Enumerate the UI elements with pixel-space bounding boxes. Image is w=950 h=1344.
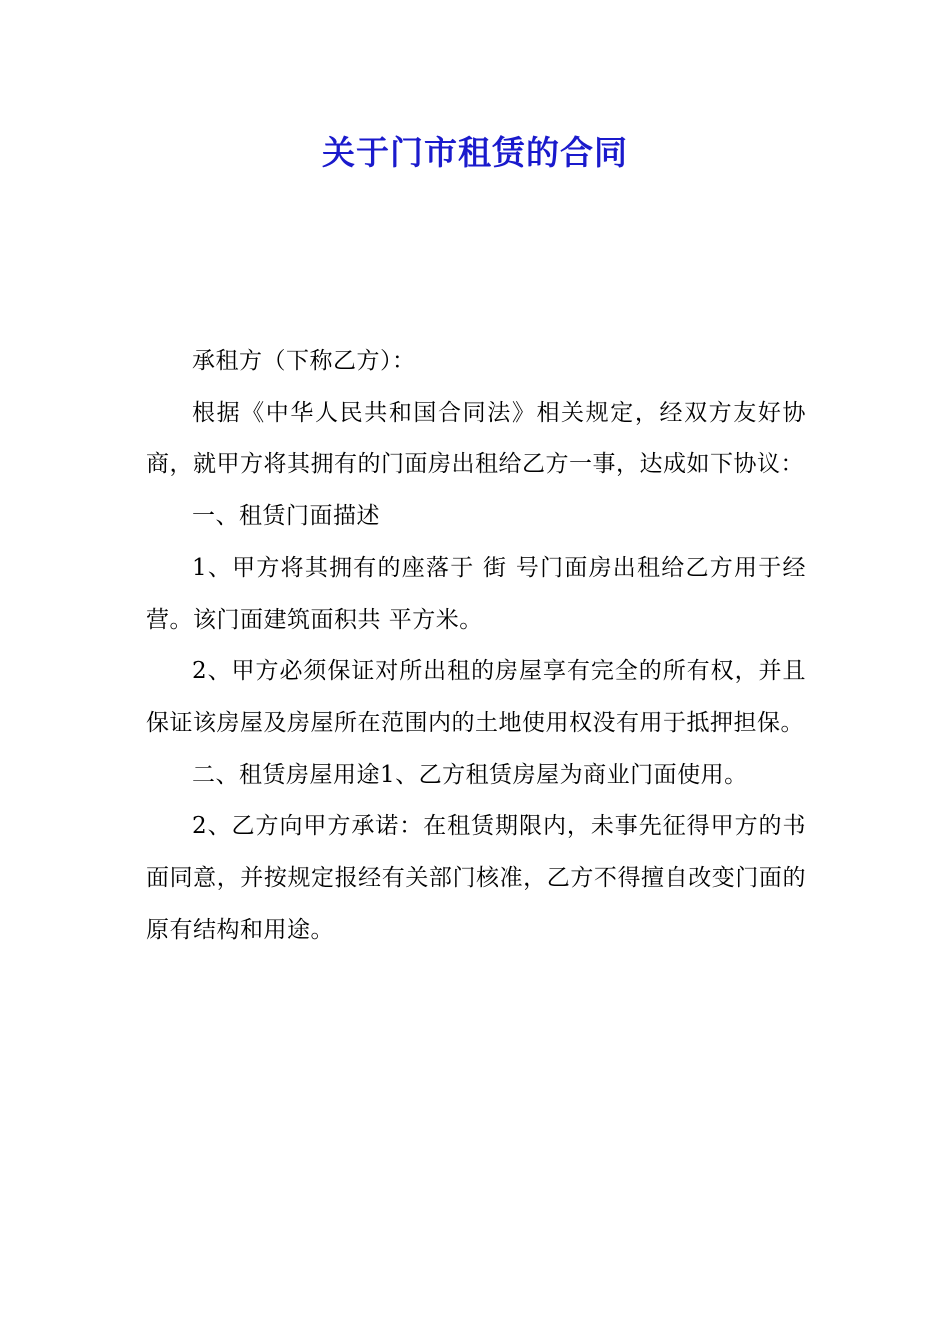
section-heading-1: 一、租赁门面描述 [192,503,380,530]
section-heading-2: 二、租赁房屋用途1、乙方租赁房屋为商业门面使用。 [192,761,748,788]
clause-1-1: 1、甲方将其拥有的座落于 街 号门面房出租给乙方用于经营。该门面建筑面积共 平方米。 [146,554,806,633]
document-body [146,336,806,956]
clause-2-2: 2、乙方向甲方承诺：在租赁期限内，未事先征得甲方的书面同意，并按规定报经有关部门核准，乙方不得擅自改变门面的原有结构和用途。 [146,813,806,943]
document-title: 关于门市租赁的合同 [322,133,628,172]
clause-1-2: 2、甲方必须保证对所出租的房屋享有完全的所有权，并且保证该房屋及房屋所在范围内的土地使用权没有用于抵押担保。 [146,658,806,736]
paragraph-preamble: 根据《中华人民共和国合同法》相关规定，经双方友好协商，就甲方将其拥有的门面房出租给乙方一事，达成如下协议： [146,399,806,478]
paragraph-lessee: 承租方（下称乙方）： [192,348,416,374]
